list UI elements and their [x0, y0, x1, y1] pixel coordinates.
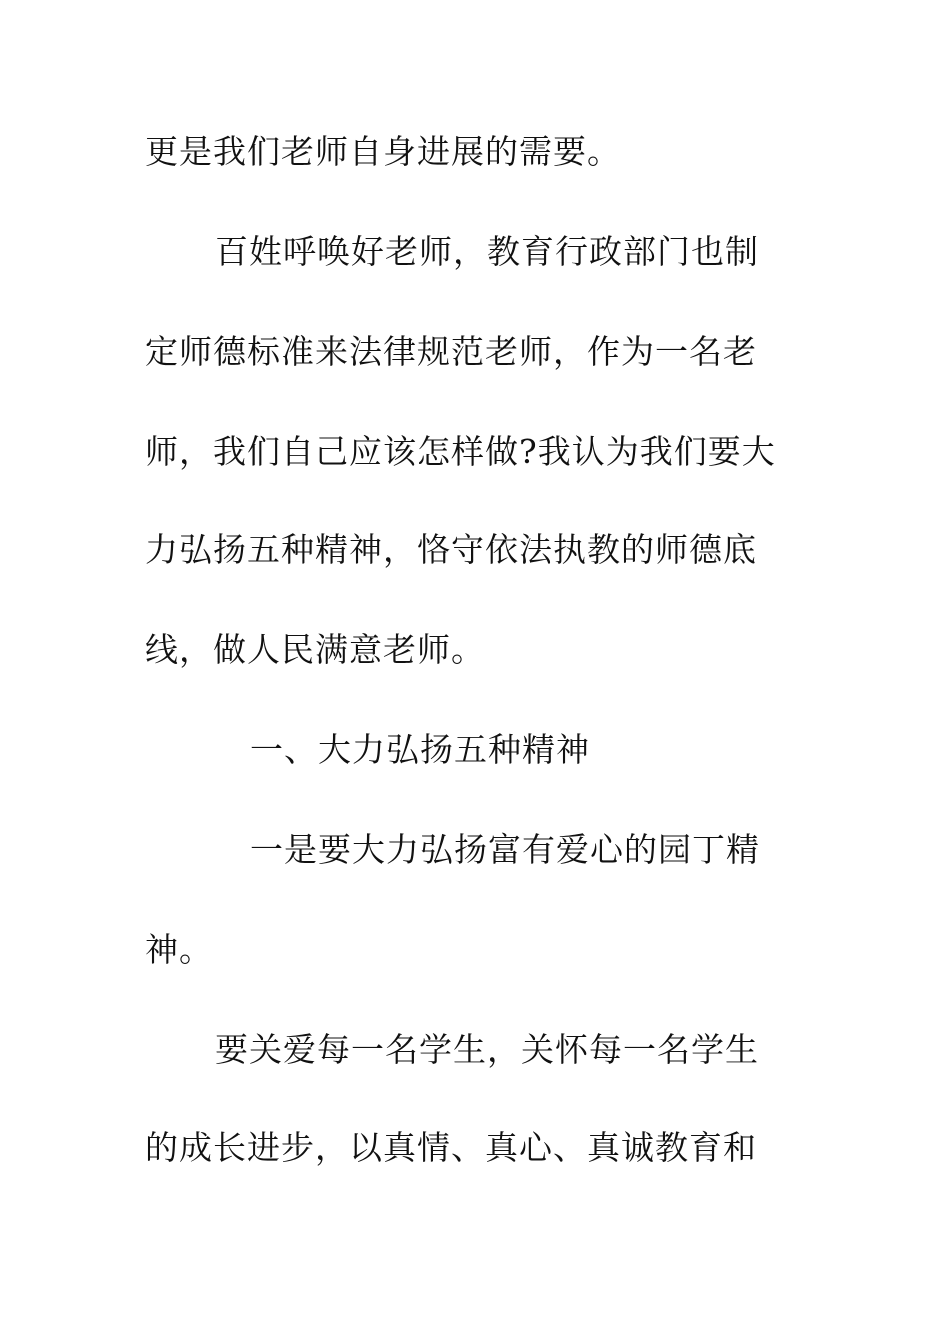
- paragraph-line: 师，我们自己应该怎样做?我认为我们要大: [145, 432, 776, 471]
- paragraph-line: 一是要大力弘扬富有爱心的园丁精: [250, 830, 760, 869]
- section-heading: 一、大力弘扬五种精神: [250, 730, 590, 769]
- paragraph-line: 定师德标准来法律规范老师，作为一名老: [145, 332, 757, 371]
- paragraph-line: 百姓呼唤好老师，教育行政部门也制: [215, 232, 759, 271]
- paragraph-line: 神。: [145, 930, 213, 969]
- paragraph-line: 线，做人民满意老师。: [145, 630, 485, 669]
- paragraph-line: 要关爱每一名学生，关怀每一名学生: [215, 1030, 759, 1069]
- paragraph-line: 的成长进步，以真情、真心、真诚教育和: [145, 1128, 757, 1167]
- paragraph-line: 力弘扬五种精神，恪守依法执教的师德底: [145, 530, 757, 569]
- paragraph-line: 更是我们老师自身进展的需要。: [145, 132, 621, 171]
